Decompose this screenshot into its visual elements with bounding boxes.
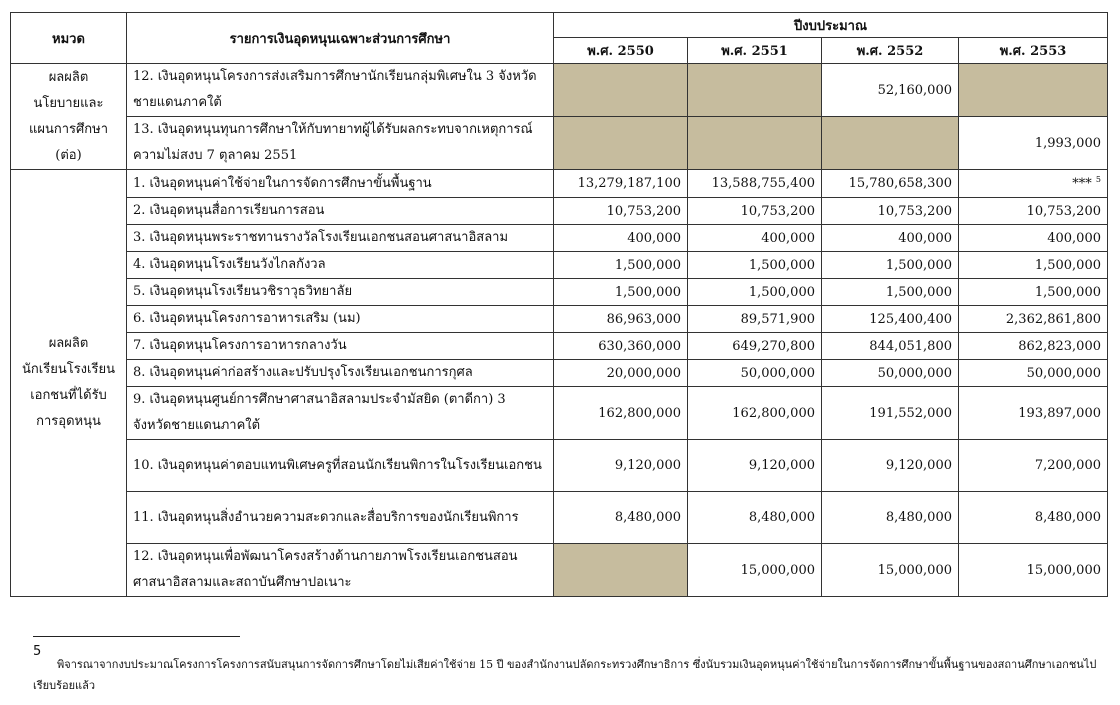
value-cell <box>822 64 959 117</box>
value-cell <box>688 440 822 492</box>
value-text: 862,823,000 <box>1018 338 1101 354</box>
item-label: 1. เงินอุดหนุนค่าใช้จ่ายในการจัดการศึกษาขั้นพื้นฐาน <box>127 170 554 198</box>
table-row <box>11 360 1108 387</box>
budget-table <box>10 12 1108 597</box>
value-text: 400,000 <box>898 230 952 246</box>
value-cell <box>959 170 1108 198</box>
item-label: 7. เงินอุดหนุนโครงการอาหารกลางวัน <box>127 333 554 360</box>
table-row <box>11 279 1108 306</box>
value-cell <box>554 252 688 279</box>
value-text: 1,500,000 <box>1034 257 1101 273</box>
table-row <box>11 225 1108 252</box>
value-text: 1,500,000 <box>614 257 681 273</box>
item-label: 3. เงินอุดหนุนพระราชทานรางวัลโรงเรียนเอกชนสอนศาสนาอิสลาม <box>127 225 554 252</box>
value-cell <box>959 252 1108 279</box>
table-row <box>11 64 1108 117</box>
item-label: 11. เงินอุดหนุนสิ่งอำนวยความสะดวกและสื่อบริการของนักเรียนพิการ <box>127 492 554 544</box>
header-year-2553: พ.ศ. 2553 <box>959 38 1108 64</box>
value-text: 162,800,000 <box>732 405 815 421</box>
category-line: ผลผลิต <box>48 336 89 351</box>
value-cell <box>554 492 688 544</box>
value-cell <box>554 440 688 492</box>
value-text: 15,780,658,300 <box>848 176 952 191</box>
value-cell <box>688 198 822 225</box>
value-text: 193,897,000 <box>1018 405 1101 421</box>
value-text: *** <box>1072 176 1092 192</box>
shaded-cell <box>688 64 822 117</box>
value-cell <box>554 387 688 440</box>
value-text: 1,500,000 <box>748 257 815 273</box>
shaded-cell <box>822 117 959 170</box>
header-item: รายการเงินอุดหนุนเฉพาะส่วนการศึกษา <box>127 13 554 64</box>
item-label: 8. เงินอุดหนุนค่าก่อสร้างและปรับปรุงโรงเรียนเอกชนการกุศล <box>127 360 554 387</box>
value-cell <box>554 198 688 225</box>
footnote-text: พิจารณาจากงบประมาณโครงการโครงการสนับสนุนการจัดการศึกษาโดยไม่เสียค่าใช้จ่าย 15 ปี ของสำนักงานปลัดกระทรวงศึกษาธิการ ซึ่งนับรวมเงินอุดหนุนค่าใช้จ่ายในการจัดการศึกษาขั้นพื้นฐานของสถานศึกษาเอกชนไปเรียบร้อยแล้ว <box>33 658 1097 692</box>
value-text: 191,552,000 <box>869 405 952 421</box>
value-text: 10,753,200 <box>877 203 952 219</box>
value-text: 50,000,000 <box>1026 365 1101 381</box>
value-text: 10,753,200 <box>606 203 681 219</box>
value-text: 162,800,000 <box>598 405 681 421</box>
value-text: 1,500,000 <box>614 284 681 300</box>
value-cell <box>959 198 1108 225</box>
value-cell <box>688 252 822 279</box>
value-text: 15,000,000 <box>740 562 815 578</box>
value-cell <box>688 492 822 544</box>
item-label: 6. เงินอุดหนุนโครงการอาหารเสริม (นม) <box>127 306 554 333</box>
value-cell <box>959 492 1108 544</box>
value-text: 9,120,000 <box>614 458 681 473</box>
value-text: 15,000,000 <box>1026 562 1101 578</box>
value-cell <box>822 440 959 492</box>
table-row <box>11 387 1108 440</box>
table-body <box>11 64 1108 597</box>
value-cell <box>822 333 959 360</box>
table-row <box>11 333 1108 360</box>
header-year-2552: พ.ศ. 2552 <box>822 38 959 64</box>
value-text: 15,000,000 <box>877 562 952 578</box>
value-cell <box>822 306 959 333</box>
header-category: หมวด <box>11 13 127 64</box>
value-text: 7,200,000 <box>1034 458 1101 473</box>
value-text: 649,270,800 <box>732 338 815 354</box>
value-cell <box>959 440 1108 492</box>
table-row <box>11 306 1108 333</box>
category-line: เอกชนที่ได้รับ <box>30 388 107 403</box>
category-line: การอุดหนุน <box>36 414 101 429</box>
value-text: 2,362,861,800 <box>1005 311 1101 327</box>
value-text: 630,360,000 <box>598 338 681 354</box>
category-line: ผลผลิต <box>48 69 89 85</box>
value-cell <box>959 306 1108 333</box>
footnote-number: 5 <box>33 644 42 659</box>
category-cell <box>11 170 127 597</box>
value-cell <box>822 198 959 225</box>
item-label: 12. เงินอุดหนุนโครงการส่งเสริมการศึกษานักเรียนกลุ่มพิเศษใน 3 จังหวัดชายแดนภาคใต้ <box>127 64 554 117</box>
value-text: 13,588,755,400 <box>711 176 815 191</box>
value-cell <box>688 360 822 387</box>
value-text: 400,000 <box>1047 230 1101 246</box>
value-cell <box>688 279 822 306</box>
category-line: นโยบายและ <box>33 95 104 111</box>
value-text: 8,480,000 <box>748 510 815 525</box>
value-text: 86,963,000 <box>606 311 681 327</box>
shaded-cell <box>554 64 688 117</box>
value-text: 13,279,187,100 <box>577 176 681 191</box>
item-label: 10. เงินอุดหนุนค่าตอบแทนพิเศษครูที่สอนนักเรียนพิการในโรงเรียนเอกชน <box>127 440 554 492</box>
footnote-ref: 5 <box>1095 175 1101 185</box>
item-label: 12. เงินอุดหนุนเพื่อพัฒนาโครงสร้างด้านกายภาพโรงเรียนเอกชนสอนศาสนาอิสลามและสถาบันศึกษาปอเนาะ <box>127 544 554 597</box>
shaded-cell <box>959 64 1108 117</box>
value-text: 8,480,000 <box>614 510 681 525</box>
value-cell <box>959 117 1108 170</box>
value-text: 125,400,400 <box>869 311 952 327</box>
shaded-cell <box>688 117 822 170</box>
value-cell <box>554 360 688 387</box>
item-label: 9. เงินอุดหนุนศูนย์การศึกษาศาสนาอิสลามประจำมัสยิด (ตาดีกา) 3 จังหวัดชายแดนภาคใต้ <box>127 387 554 440</box>
value-text: 20,000,000 <box>606 365 681 381</box>
value-cell <box>688 225 822 252</box>
value-text: 1,500,000 <box>885 257 952 273</box>
value-cell <box>688 170 822 198</box>
table-row <box>11 170 1108 198</box>
header-budget-year: ปีงบประมาณ <box>554 13 1108 38</box>
category-line: แผนการศึกษา <box>28 121 109 137</box>
table-row <box>11 440 1108 492</box>
value-cell <box>822 252 959 279</box>
item-label: 4. เงินอุดหนุนโรงเรียนวังไกลกังวล <box>127 252 554 279</box>
value-cell <box>822 360 959 387</box>
value-cell <box>688 387 822 440</box>
value-cell <box>688 544 822 597</box>
item-label: 5. เงินอุดหนุนโรงเรียนวชิราวุธวิทยาลัย <box>127 279 554 306</box>
category-cell <box>11 64 127 170</box>
value-text: 1,500,000 <box>1034 284 1101 300</box>
value-text: 8,480,000 <box>885 510 952 525</box>
value-text: 10,753,200 <box>1026 203 1101 219</box>
value-cell <box>822 225 959 252</box>
value-cell <box>822 544 959 597</box>
value-text: 400,000 <box>761 230 815 246</box>
table-row <box>11 544 1108 597</box>
value-cell <box>959 387 1108 440</box>
shaded-cell <box>554 544 688 597</box>
category-line: (ต่อ) <box>55 147 82 163</box>
value-cell <box>554 225 688 252</box>
value-text: 50,000,000 <box>877 365 952 381</box>
value-cell <box>822 170 959 198</box>
item-label: 13. เงินอุดหนุนทุนการศึกษาให้กับทายาทผู้ได้รับผลกระทบจากเหตุการณ์ความไม่สงบ 7 ตุลาคม 2551 <box>127 117 554 170</box>
value-text: 1,500,000 <box>748 284 815 300</box>
table-row <box>11 492 1108 544</box>
value-cell <box>688 306 822 333</box>
value-cell <box>959 360 1108 387</box>
value-text: 9,120,000 <box>885 458 952 473</box>
value-cell <box>959 225 1108 252</box>
value-cell <box>959 544 1108 597</box>
value-cell <box>554 333 688 360</box>
footnote-divider <box>33 636 240 637</box>
value-text: 52,160,000 <box>877 82 952 98</box>
item-label: 2. เงินอุดหนุนสื่อการเรียนการสอน <box>127 198 554 225</box>
value-cell <box>554 306 688 333</box>
value-cell <box>822 279 959 306</box>
header-year-2551: พ.ศ. 2551 <box>688 38 822 64</box>
value-cell <box>822 492 959 544</box>
category-line: นักเรียนโรงเรียน <box>22 362 115 377</box>
value-text: 50,000,000 <box>740 365 815 381</box>
value-text: 8,480,000 <box>1034 510 1101 525</box>
value-text: 400,000 <box>627 230 681 246</box>
header-year-2550: พ.ศ. 2550 <box>554 38 688 64</box>
value-text: 844,051,800 <box>869 338 952 354</box>
value-cell <box>554 279 688 306</box>
value-text: 10,753,200 <box>740 203 815 219</box>
shaded-cell <box>554 117 688 170</box>
value-text: 89,571,900 <box>740 311 815 327</box>
value-text: 9,120,000 <box>748 458 815 473</box>
value-text: 1,500,000 <box>885 284 952 300</box>
value-cell <box>959 279 1108 306</box>
value-cell <box>822 387 959 440</box>
value-cell <box>688 333 822 360</box>
table-row <box>11 252 1108 279</box>
value-text: 1,993,000 <box>1034 135 1101 151</box>
table-row <box>11 117 1108 170</box>
table-row <box>11 198 1108 225</box>
value-cell <box>959 333 1108 360</box>
value-cell <box>554 170 688 198</box>
